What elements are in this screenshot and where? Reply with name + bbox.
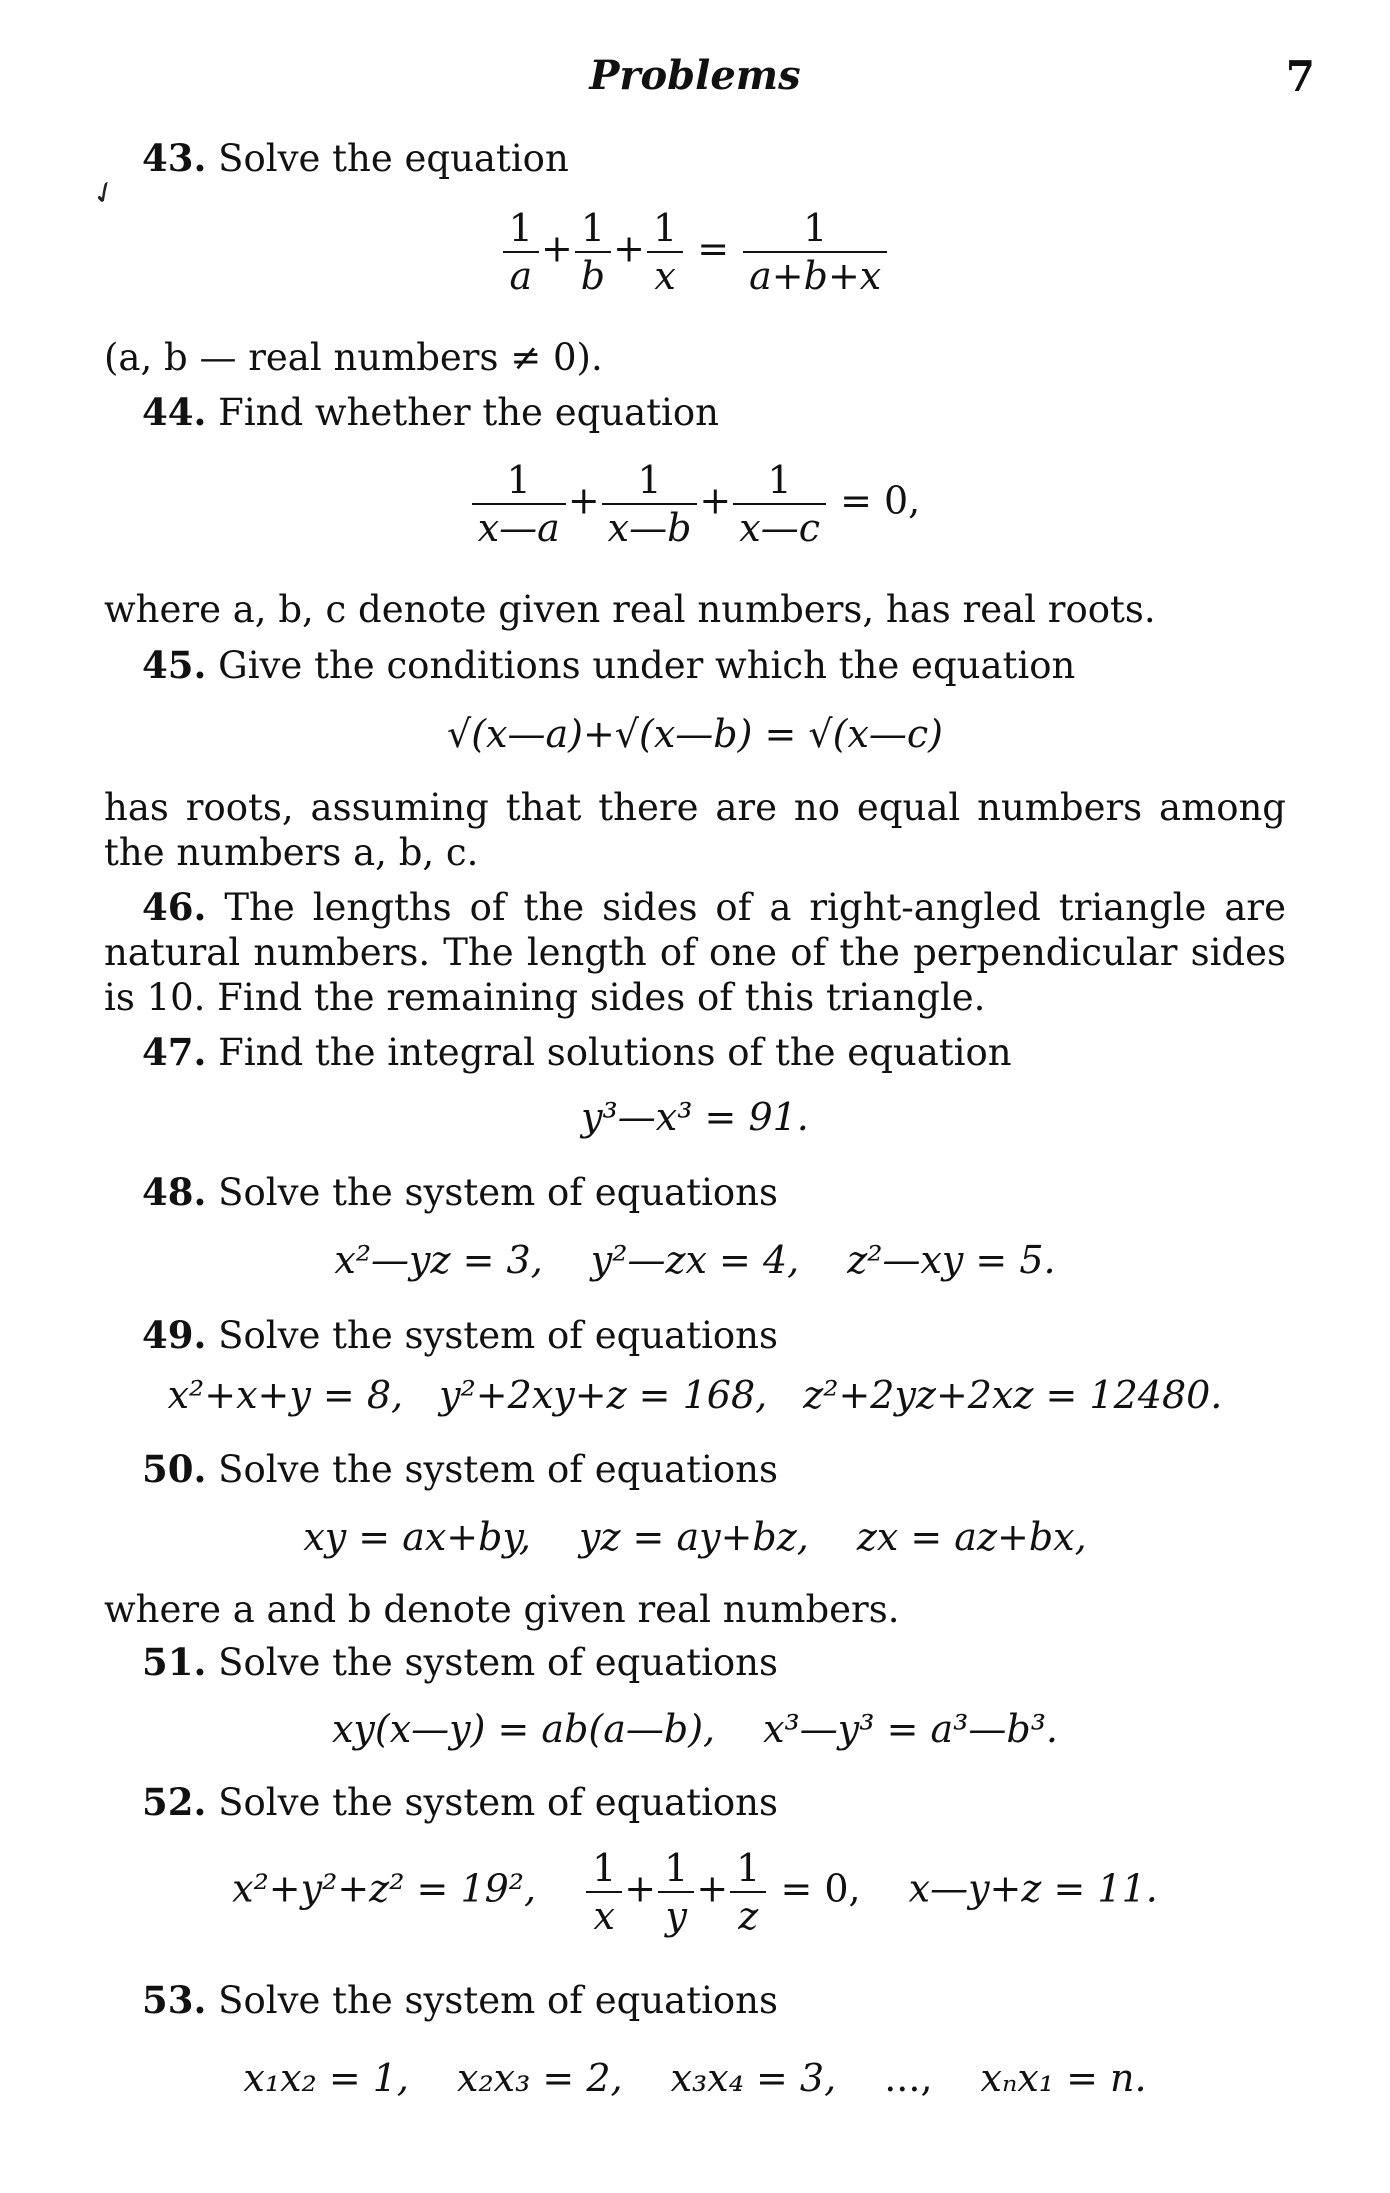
problem-48-intro: 48. Solve the system of equations	[142, 1170, 779, 1214]
problem-53-equations: x₁x₂ = 1, x₂x₃ = 2, x₃x₄ = 3, ..., xₙx₁ = n.	[243, 2056, 1147, 2100]
problem-47-equation: y³—x³ = 91.	[581, 1095, 809, 1139]
problem-50-after: where a and b denote given real numbers.	[104, 1588, 900, 1631]
problem-46: 46. The lengths of the sides of a right-angled triangle are natural numbers. The length of one of the perpendicular sides is 10. Find the remaining sides of this triangle.	[104, 885, 1287, 1019]
problem-52-equations: x²+y²+z² = 19², $\frac{1}{x}$ + $\frac{1}{y}$ + $\frac{1}{z}$ = 0, x—y+z = 11.	[232, 1846, 1158, 1938]
page-number: 7	[1285, 52, 1315, 101]
problem-49-equations: x²+x+y = 8, y²+2xy+z = 168, z²+2yz+2xz = 12480.	[167, 1373, 1223, 1417]
problem-50-intro: 50. Solve the system of equations	[142, 1447, 779, 1491]
problem-43-intro: 43. Solve the equation	[142, 136, 569, 180]
problem-51-intro: 51. Solve the system of equations	[142, 1640, 779, 1684]
problem-44-after: where a, b, c denote given real numbers, has real roots.	[104, 588, 1156, 631]
problem-47-intro: 47. Find the integral solutions of the equation	[142, 1030, 1012, 1074]
problem-43-condition: (a, b — real numbers ≠ 0).	[104, 336, 603, 379]
handwritten-check-mark: ✓	[85, 172, 124, 215]
running-header: Problems	[589, 52, 801, 99]
problem-44-intro: 44. Find whether the equation	[142, 390, 719, 434]
problem-43-equation: $\frac{1}{a}$ + $\frac{1}{b}$ + $\frac{1}{x}$ = $\frac{1}{a+b+x}$	[0, 205, 1390, 299]
problem-52-intro: 52. Solve the system of equations	[142, 1780, 779, 1824]
problem-44-equation: $\frac{1}{x—a}$ + $\frac{1}{x—b}$ + $\frac{1}{x—c}$ = 0,	[0, 457, 1390, 551]
problem-45-equation: √(x—a)+√(x—b) = √(x—c)	[447, 712, 943, 756]
problem-45-after: has roots, assuming that there are no equal numbers among the numbers a, b, c.	[104, 786, 1286, 874]
problem-50-equations: xy = ax+by, yz = ay+bz, zx = az+bx,	[303, 1515, 1087, 1559]
problem-53-intro: 53. Solve the system of equations	[142, 1978, 779, 2022]
problem-45-intro: 45. Give the conditions under which the equation	[142, 643, 1076, 687]
problem-49-intro: 49. Solve the system of equations	[142, 1313, 779, 1357]
problem-51-equations: xy(x—y) = ab(a—b), x³—y³ = a³—b³.	[331, 1707, 1059, 1751]
problem-48-equations: x²—yz = 3, y²—zx = 4, z²—xy = 5.	[334, 1238, 1056, 1282]
